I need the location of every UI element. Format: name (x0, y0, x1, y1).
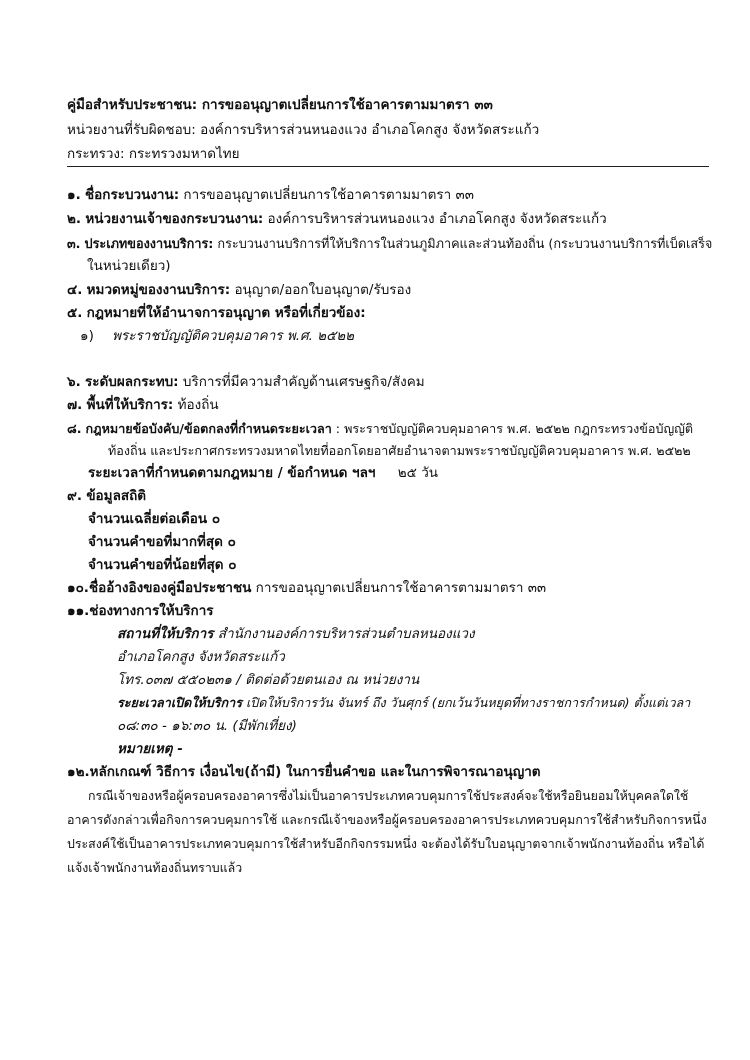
service-hours-value: เปิดให้บริการวัน จันทร์ ถึง วันศุกร์ (ยกเว้นวันหยุดที่ทางราชการกำหนด) ตั้งแต่เวลา (246, 695, 691, 710)
item-12-label: หลักเกณฑ์ วิธีการ เงื่อนไข(ถ้ามี) ในการยื่นคำขอ และในการพิจารณาอนุญาต (89, 764, 541, 780)
item-8-colon: : (335, 421, 341, 436)
item-8-label: กฎหมายข้อบังคับ/ข้อตกลงที่กำหนดระยะเวลา (85, 421, 332, 436)
responsible-agency: หน่วยงานที่รับผิดชอบ: องค์การบริหารส่วนหนองแวง อำเภอโคกสูง จังหวัดสระแก้ว (67, 122, 540, 138)
service-location-value: สำนักงานองค์การบริหารส่วนตำบลหนองแวง (217, 626, 475, 642)
item-4-number: ๔. (67, 282, 83, 298)
item-6-number: ๖. (67, 374, 81, 390)
item-1-number: ๑. (67, 187, 81, 203)
item-9-label: ข้อมูลสถิติ (86, 488, 147, 504)
criteria-paragraph-line-4: แจ้งเจ้าพนักงานท้องถิ่นทราบแล้ว (67, 860, 243, 875)
item-12-number: ๑๒. (67, 764, 90, 780)
item-2-value: องค์การบริหารส่วนหนองแวง อำเภอโคกสูง จังหวัดสระแก้ว (267, 211, 607, 227)
criteria-paragraph-line-2: อาคารดังกล่าวเพื่อกิจการควบคุมการใช้ และกรณีเจ้าของหรือผู้ครอบครองอาคารประเภทควบคุมการใช้สำหรับกิจการหนึ่ง (67, 812, 707, 827)
service-hours-time: ๐๘:๓๐ - ๑๖:๓๐ น. (มีพักเที่ยง) (117, 718, 297, 734)
item-3-label: ประเภทของงานบริการ: (84, 236, 214, 251)
item-8-number: ๘. (67, 421, 82, 436)
item-10-value: การขออนุญาตเปลี่ยนการใช้อาคารตามมาตรา ๓๓ (255, 580, 547, 596)
service-hours-label: ระยะเวลาเปิดให้บริการ (117, 695, 242, 710)
legal-period-label: ระยะเวลาที่กำหนดตามกฎหมาย / ข้อกำหนด ฯลฯ (88, 465, 376, 481)
item-2-label: หน่วยงานเจ้าของกระบวนงาน: (85, 211, 264, 227)
item-8-value-continued: ท้องถิ่น และประกาศกระทรวงมหาดไทยที่ออกโดยอาศัยอำนาจตามพระราชบัญญัติควบคุมอาคาร พ.ศ. ๒๕๒๒ (108, 443, 691, 458)
item-6-value: บริการที่มีความสำคัญด้านเศรษฐกิจ/สังคม (182, 374, 425, 390)
item-11 (67, 602, 214, 620)
item-10-label: ชื่ออ้างอิงของคู่มือประชาชน (88, 580, 252, 596)
item-4 (67, 281, 411, 299)
ministry: กระทรวง: กระทรวงมหาดไทย (67, 146, 240, 162)
criteria-paragraph-line-1: กรณีเจ้าของหรือผู้ครอบครองอาคารซึ่งไม่เป็นอาคารประเภทควบคุมการใช้ประสงค์จะใช้หรือยินยอมให้บุคคลใดใช้ (88, 788, 689, 803)
law-list-item (80, 327, 354, 345)
item-2-number: ๒. (67, 211, 82, 227)
law-number: ๑) (80, 328, 94, 344)
item-12 (67, 763, 541, 781)
item-8-value: พระราชบัญญัติควบคุมอาคาร พ.ศ. ๒๕๒๒ กฎกระทรวงข้อบัญญัติ (344, 421, 694, 436)
item-6 (67, 373, 425, 391)
service-location-label: สถานที่ให้บริการ (117, 626, 214, 642)
item-5-label: กฎหมายที่ให้อำนาจการอนุญาต หรือที่เกี่ยวข้อง: (86, 305, 366, 321)
item-2 (67, 210, 607, 228)
item-3-value: กระบวนงานบริการที่ให้บริการในส่วนภูมิภาคและส่วนท้องถิ่น (กระบวนงานบริการที่เบ็ดเสร็จ (217, 236, 713, 251)
item-8 (67, 420, 693, 438)
stat-max-requests: จำนวนคำขอที่มากที่สุด ๐ (88, 534, 236, 550)
item-3 (67, 235, 712, 253)
service-note: หมายเหตุ - (117, 741, 183, 757)
law-name: พระราชบัญญัติควบคุมอาคาร พ.ศ. ๒๕๒๒ (112, 328, 355, 344)
legal-period-value: ๒๕ วัน (397, 465, 438, 481)
item-1-value: การขออนุญาตเปลี่ยนการใช้อาคารตามมาตรา ๓๓ (183, 187, 474, 203)
item-5-number: ๕. (67, 305, 83, 321)
item-9 (67, 487, 146, 505)
item-7-number: ๗. (67, 397, 83, 413)
stat-min-requests: จำนวนคำขอที่น้อยที่สุด ๐ (88, 557, 237, 573)
header-divider (67, 166, 709, 167)
item-3-number: ๓. (67, 236, 81, 251)
service-location-district: อำเภอโคกสูง จังหวัดสระแก้ว (117, 649, 285, 665)
item-3-value-continued: ในหน่วยเดียว) (87, 258, 171, 274)
item-10-number: ๑๐. (67, 580, 89, 596)
item-4-label: หมวดหมู่ของงานบริการ: (86, 282, 231, 298)
stat-average-per-month: จำนวนเฉลี่ยต่อเดือน ๐ (88, 511, 221, 527)
item-5 (67, 304, 366, 322)
item-7-value: ท้องถิ่น (177, 397, 219, 413)
document-title: คู่มือสำหรับประชาชน: การขออนุญาตเปลี่ยนการใช้อาคารตามมาตรา ๓๓ (67, 97, 493, 113)
legal-period (88, 464, 438, 482)
service-location (117, 625, 475, 643)
item-7-label: พื้นที่ให้บริการ: (86, 397, 174, 413)
criteria-paragraph-line-3: ประสงค์ใช้เป็นอาคารประเภทควบคุมการใช้สำหรับอีกกิจกรรมหนึ่ง จะต้องได้รับใบอนุญาตจากเจ้าพนักงานท้องถิ่น หรือได้ (67, 836, 705, 851)
item-11-number: ๑๑. (67, 603, 90, 619)
item-7 (67, 396, 219, 414)
item-11-label: ช่องทางการให้บริการ (89, 603, 214, 619)
item-4-value: อนุญาต/ออกใบอนุญาต/รับรอง (234, 282, 412, 298)
item-6-label: ระดับผลกระทบ: (85, 374, 179, 390)
service-phone: โทร.๐๓๗ ๕๕๐๒๓๑ / ติดต่อด้วยตนเอง ณ หน่วยงาน (117, 672, 420, 688)
item-9-number: ๙. (67, 488, 83, 504)
item-10 (67, 579, 546, 597)
item-1-label: ชื่อกระบวนงาน: (85, 187, 180, 203)
item-1 (67, 186, 474, 204)
service-hours (117, 694, 690, 712)
